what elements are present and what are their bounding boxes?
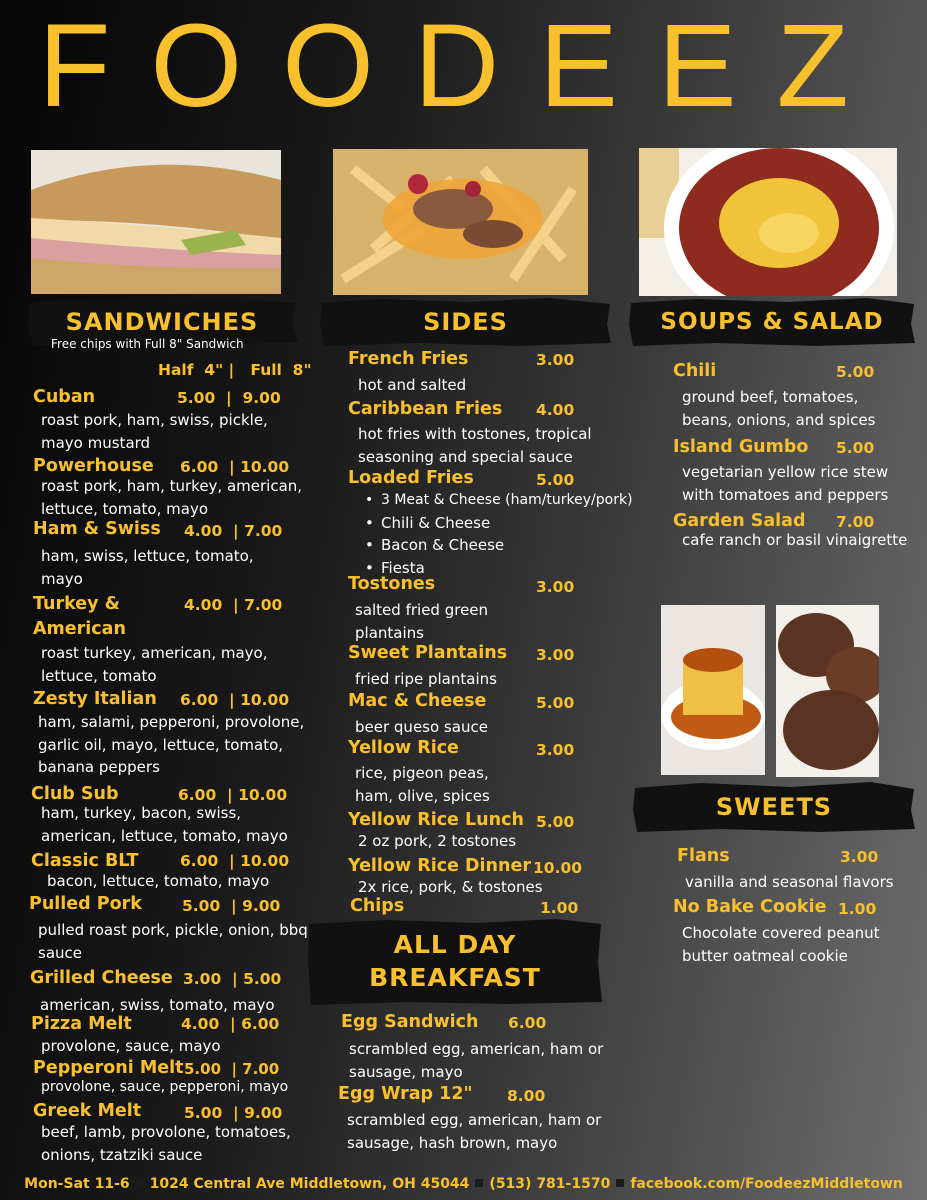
item-description: rice, pigeon peas, ham, olive, spices	[355, 764, 490, 805]
item-price: 6.00 | 10.00	[180, 458, 290, 476]
item-description: beef, lamb, provolone, tomatoes, onions, tzatziki sauce	[41, 1123, 291, 1164]
item-description: 2 oz pork, 2 tostones	[358, 832, 517, 850]
item-description: fried ripe plantains	[355, 670, 497, 688]
sweets-heading: SWEETS	[715, 793, 833, 821]
item-description: scrambled egg, american, ham or sausage, mayo	[349, 1040, 604, 1081]
item-name: Turkey & American	[33, 594, 126, 639]
item-name: Zesty Italian	[33, 689, 157, 709]
item-price: 3.00	[536, 578, 575, 596]
breakfast-banner	[306, 918, 604, 1006]
breakfast-heading-line2: BREAKFAST	[369, 963, 541, 992]
item-price: 5.00	[836, 363, 875, 381]
item-description: Chocolate covered peanut butter oatmeal cookie	[682, 924, 880, 965]
separator-square-icon	[136, 1179, 144, 1187]
item-description: provolone, sauce, mayo	[41, 1037, 221, 1055]
item-description: ham, turkey, bacon, swiss, american, lettuce, tomato, mayo	[41, 804, 288, 845]
loaded-fries-options	[361, 489, 633, 579]
item-name: Chips	[350, 896, 405, 916]
item-price: 4.00 | 6.00	[181, 1015, 280, 1033]
item-name: Pulled Pork	[29, 894, 142, 914]
item-price: 5.00	[536, 694, 575, 712]
item-price: 1.00	[838, 900, 877, 918]
item-price: 3.00	[536, 741, 575, 759]
item-name: Cuban	[33, 387, 96, 407]
item-name: Pizza Melt	[31, 1014, 132, 1034]
item-name: Ham & Swiss	[33, 519, 161, 539]
item-name: Egg Sandwich	[341, 1012, 479, 1032]
chili-bowl-photo	[639, 148, 897, 296]
item-name: Sweet Plantains	[348, 643, 508, 663]
item-price: 1.00	[540, 899, 579, 917]
flan-photo	[661, 605, 765, 775]
item-price: 7.00	[836, 513, 875, 531]
footer-address: 1024 Central Ave Middletown, OH 45044	[149, 1176, 470, 1192]
item-price: 3.00	[840, 848, 879, 866]
item-name: Yellow Rice Dinner	[348, 856, 531, 876]
sweets-banner	[631, 780, 917, 834]
item-description: ham, swiss, lettuce, tomato, mayo	[41, 547, 254, 588]
item-name: Pepperoni Melt	[33, 1058, 184, 1078]
item-description: pulled roast pork, pickle, onion, bbq sauce	[38, 921, 308, 962]
option-item: • 3 Meat & Cheese (ham/turkey/pork)	[361, 489, 633, 512]
item-name: Powerhouse	[33, 456, 154, 476]
footer-hours: Mon-Sat 11-6	[24, 1176, 130, 1192]
option-item: • Bacon & Cheese	[361, 534, 633, 557]
item-name: Yellow Rice Lunch	[348, 810, 524, 830]
soups-banner	[627, 296, 917, 348]
item-name: Tostones	[348, 574, 436, 594]
footer	[0, 1176, 927, 1192]
item-name: French Fries	[348, 349, 469, 369]
item-description: roast turkey, american, mayo, lettuce, tomato	[41, 644, 268, 685]
item-name: Greek Melt	[33, 1101, 142, 1121]
item-name: Garden Salad	[673, 511, 806, 531]
item-name: Flans	[677, 846, 730, 866]
item-price: 6.00 | 10.00	[178, 786, 288, 804]
item-name: Club Sub	[31, 784, 119, 804]
item-description: hot and salted	[358, 376, 467, 394]
item-description: ham, salami, pepperoni, provolone, garlic oil, mayo, lettuce, tomato, banana peppers	[38, 713, 305, 776]
item-price: 3.00	[536, 646, 575, 664]
item-price: 5.00 | 9.00	[177, 389, 281, 407]
item-name: Classic BLT	[31, 851, 139, 871]
item-name: No Bake Cookie	[673, 897, 827, 917]
item-description: cafe ranch or basil vinaigrette	[682, 531, 908, 549]
item-description: roast pork, ham, swiss, pickle, mayo mustard	[41, 411, 268, 452]
cuban-sandwich-photo	[31, 150, 281, 294]
item-description: roast pork, ham, turkey, american, lettuce, tomato, mayo	[41, 477, 303, 518]
sides-heading: SIDES	[423, 308, 508, 336]
item-price: 3.00	[536, 351, 575, 369]
item-name: Mac & Cheese	[348, 691, 487, 711]
footer-phone[interactable]: (513) 781-1570	[489, 1176, 611, 1192]
sandwiches-heading: SANDWICHES	[65, 308, 259, 336]
no-bake-cookie-photo	[776, 605, 879, 777]
item-name: Chili	[673, 361, 717, 381]
item-price: 6.00 | 10.00	[180, 852, 290, 870]
item-description: beer queso sauce	[355, 718, 488, 736]
item-price: 5.00 | 7.00	[184, 1060, 280, 1078]
item-price: 8.00	[507, 1087, 546, 1105]
item-name: Loaded Fries	[348, 468, 474, 488]
item-description: provolone, sauce, pepperoni, mayo	[41, 1079, 289, 1095]
footer-facebook-link[interactable]: facebook.com/FoodeezMiddletown	[630, 1176, 903, 1192]
item-price: 5.00 | 9.00	[184, 1104, 283, 1122]
item-price: 5.00	[836, 439, 875, 457]
item-price: 3.00 | 5.00	[183, 970, 282, 988]
option-item: • Chili & Cheese	[361, 512, 633, 535]
option-item: • Fiesta	[361, 557, 633, 580]
item-price: 10.00	[533, 859, 583, 877]
item-price: 4.00 | 7.00	[184, 596, 283, 614]
item-price: 4.00	[536, 401, 575, 419]
item-price: 4.00 | 7.00	[184, 522, 283, 540]
item-price: 6.00 | 10.00	[180, 691, 290, 709]
item-name: Caribbean Fries	[348, 399, 503, 419]
loaded-fries-photo	[333, 149, 588, 295]
item-description: salted fried green plantains	[355, 601, 489, 642]
item-description: american, swiss, tomato, mayo	[40, 996, 275, 1014]
item-description: ground beef, tomatoes, beans, onions, and spices	[682, 388, 876, 429]
item-name: Grilled Cheese	[30, 968, 173, 988]
item-price: 6.00	[508, 1014, 547, 1032]
item-description: hot fries with tostones, tropical seasoning and special sauce	[358, 425, 592, 466]
item-price: 5.00 | 9.00	[182, 897, 281, 915]
item-description: 2x rice, pork, & tostones	[358, 878, 543, 896]
separator-square-icon	[475, 1179, 483, 1187]
size-header: Half 4" | Full 8"	[158, 361, 312, 379]
sides-banner	[318, 296, 613, 348]
item-name: Egg Wrap 12"	[338, 1084, 473, 1104]
item-price: 5.00	[536, 813, 575, 831]
item-description: bacon, lettuce, tomato, mayo	[47, 872, 270, 890]
item-name: Island Gumbo	[673, 437, 809, 457]
soups-heading: SOUPS & SALAD	[660, 309, 884, 335]
breakfast-heading-line1: ALL DAY	[393, 930, 517, 959]
brand-title: FOODEEZ	[38, 0, 889, 132]
item-price: 5.00	[536, 471, 575, 489]
item-description: scrambled egg, american, ham or sausage, hash brown, mayo	[347, 1111, 602, 1152]
item-description: vanilla and seasonal flavors	[685, 873, 894, 891]
sandwiches-note: Free chips with Full 8" Sandwich	[51, 337, 244, 351]
item-description: vegetarian yellow rice stew with tomatoes and peppers	[682, 463, 889, 504]
item-name: Yellow Rice	[348, 738, 459, 758]
separator-square-icon	[616, 1179, 624, 1187]
